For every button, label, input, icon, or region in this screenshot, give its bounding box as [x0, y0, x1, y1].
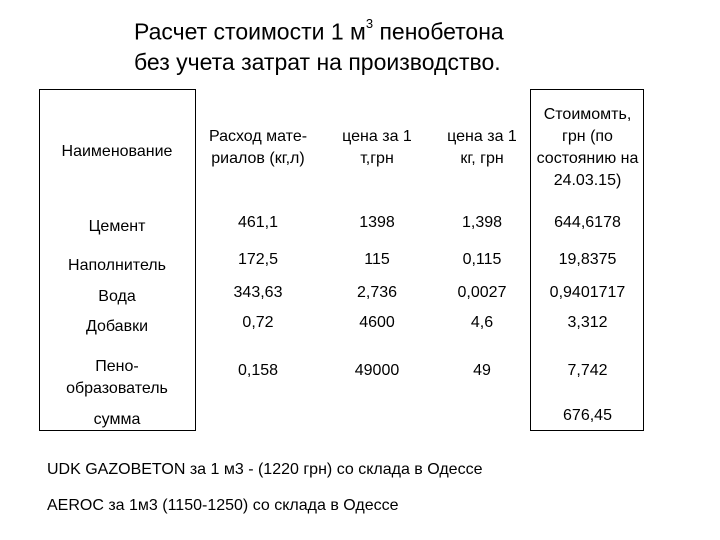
total-value: 676,45 [563, 407, 612, 424]
row-foaming-agent-cost: 7,742 [567, 362, 608, 379]
row-cement-cost: 644,6178 [554, 214, 621, 231]
row-additives-name: Добавки [85, 318, 149, 335]
header-consumption: Расход мате- риалов (кг,л) [208, 128, 308, 167]
row-cement-consumption: 461,1 [237, 214, 279, 231]
total-label: сумма [93, 411, 141, 428]
note-aeroc: AEROC за 1м3 (1150-1250) со склада в Одессе [47, 497, 399, 514]
row-filler-price-ton: 115 [364, 251, 390, 268]
row-filler-consumption: 172,5 [237, 251, 279, 268]
row-foaming-agent-name: Пено- образователь [66, 358, 168, 397]
header-cost: Стоимомть, грн (по состоянию на 24.03.15) [536, 106, 639, 189]
title-line-1: Расчет стоимости 1 $м^3$ пенобетона [134, 16, 504, 45]
row-water-name: Вода [98, 288, 136, 305]
row-foaming-agent-price-ton: 49000 [354, 362, 400, 379]
row-foaming-agent-price-kg: 49 [473, 362, 491, 379]
header-name: Наименование [61, 143, 173, 160]
row-additives-consumption: 0,72 [242, 314, 274, 331]
header-price-ton: цена за 1 т,грн [342, 128, 412, 167]
row-cement-price-kg: 1,398 [461, 214, 503, 231]
row-cement-price-ton: 1398 [359, 214, 395, 231]
row-water-cost: 0,9401717 [549, 284, 626, 301]
page-title [134, 12, 504, 77]
row-additives-cost: 3,312 [567, 314, 608, 331]
title-superscript: 3 [365, 16, 374, 31]
note-udk-gazobeton: UDK GAZOBETON за 1 м3 - (1220 грн) со склада в Одессе [47, 461, 483, 478]
row-water-price-kg: 0,0027 [457, 284, 507, 301]
header-price-kg: цена за 1 кг, грн [447, 128, 517, 167]
row-additives-price-ton: 4600 [359, 314, 395, 331]
row-foaming-agent-consumption: 0,158 [237, 362, 279, 379]
row-filler-name: Наполнитель [68, 257, 166, 274]
row-filler-price-kg: 0,115 [462, 251, 502, 268]
title-line-2: без учета затрат на производство. [134, 48, 501, 75]
row-water-price-ton: 2,736 [356, 284, 398, 301]
row-cement-name: Цемент [88, 218, 146, 235]
row-water-consumption: 343,63 [233, 284, 283, 301]
row-additives-price-kg: 4,6 [470, 314, 494, 331]
row-filler-cost: 19,8375 [558, 251, 617, 268]
